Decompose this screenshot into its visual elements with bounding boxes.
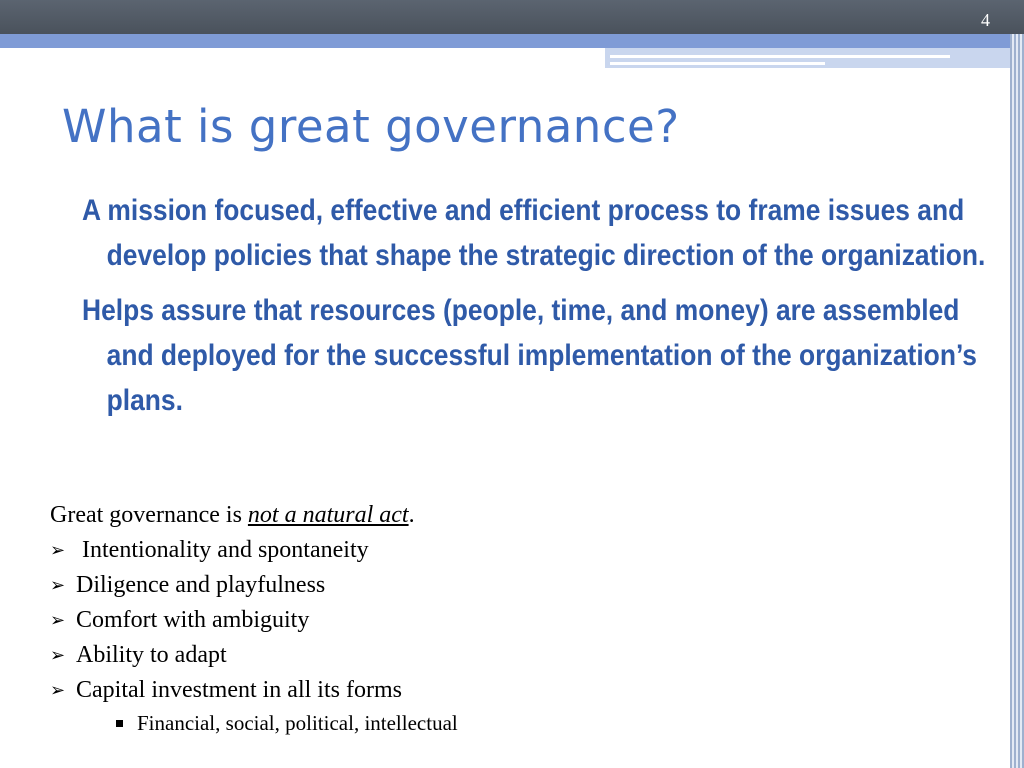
arrow-bullet-icon: ➢ (50, 540, 66, 560)
lead-emphasis: not a natural act (247, 502, 409, 528)
bullet-list (50, 533, 990, 708)
lead-prefix: Great governance is (50, 502, 248, 528)
arrow-bullet-icon: ➢ (50, 610, 66, 630)
definition-paragraph: Helps assure that resources (people, time, and money) are assembled and deployed for the successful implementation of the organization’s plans. (82, 294, 977, 417)
accent-line (610, 55, 950, 58)
sub-bullet-text: Financial, social, political, intellectual (137, 711, 458, 735)
list-item (50, 603, 990, 638)
side-stripe (1010, 34, 1024, 768)
lead-sentence (50, 497, 990, 533)
sub-bullet-list (50, 708, 990, 738)
content-block (50, 497, 990, 738)
arrow-bullet-icon: ➢ (50, 645, 66, 665)
definition-block (82, 188, 986, 433)
list-item (50, 568, 990, 603)
square-bullet-icon (116, 720, 123, 727)
accent-line (610, 62, 825, 65)
list-item (50, 638, 990, 673)
slide-number: 4 (981, 10, 990, 30)
accent-bar-light (605, 48, 1010, 68)
arrow-bullet-icon: ➢ (50, 575, 66, 595)
list-item (50, 673, 990, 708)
header-bar (0, 0, 1024, 34)
bullet-text: Intentionality and spontaneity (82, 537, 369, 563)
bullet-text: Capital investment in all its forms (76, 677, 402, 703)
slide-title: What is great governance? (62, 100, 680, 153)
bullet-text: Comfort with ambiguity (76, 607, 310, 633)
lead-suffix: . (408, 502, 415, 528)
list-item (116, 708, 990, 738)
bullet-text: Diligence and playfulness (76, 572, 326, 598)
definition-paragraph: A mission focused, effective and efficient process to frame issues and develop policies that shape the strategic direction of the organization. (82, 194, 986, 272)
bullet-text: Ability to adapt (76, 642, 227, 668)
arrow-bullet-icon: ➢ (50, 680, 66, 700)
list-item (50, 533, 990, 568)
accent-bar (0, 34, 1010, 48)
